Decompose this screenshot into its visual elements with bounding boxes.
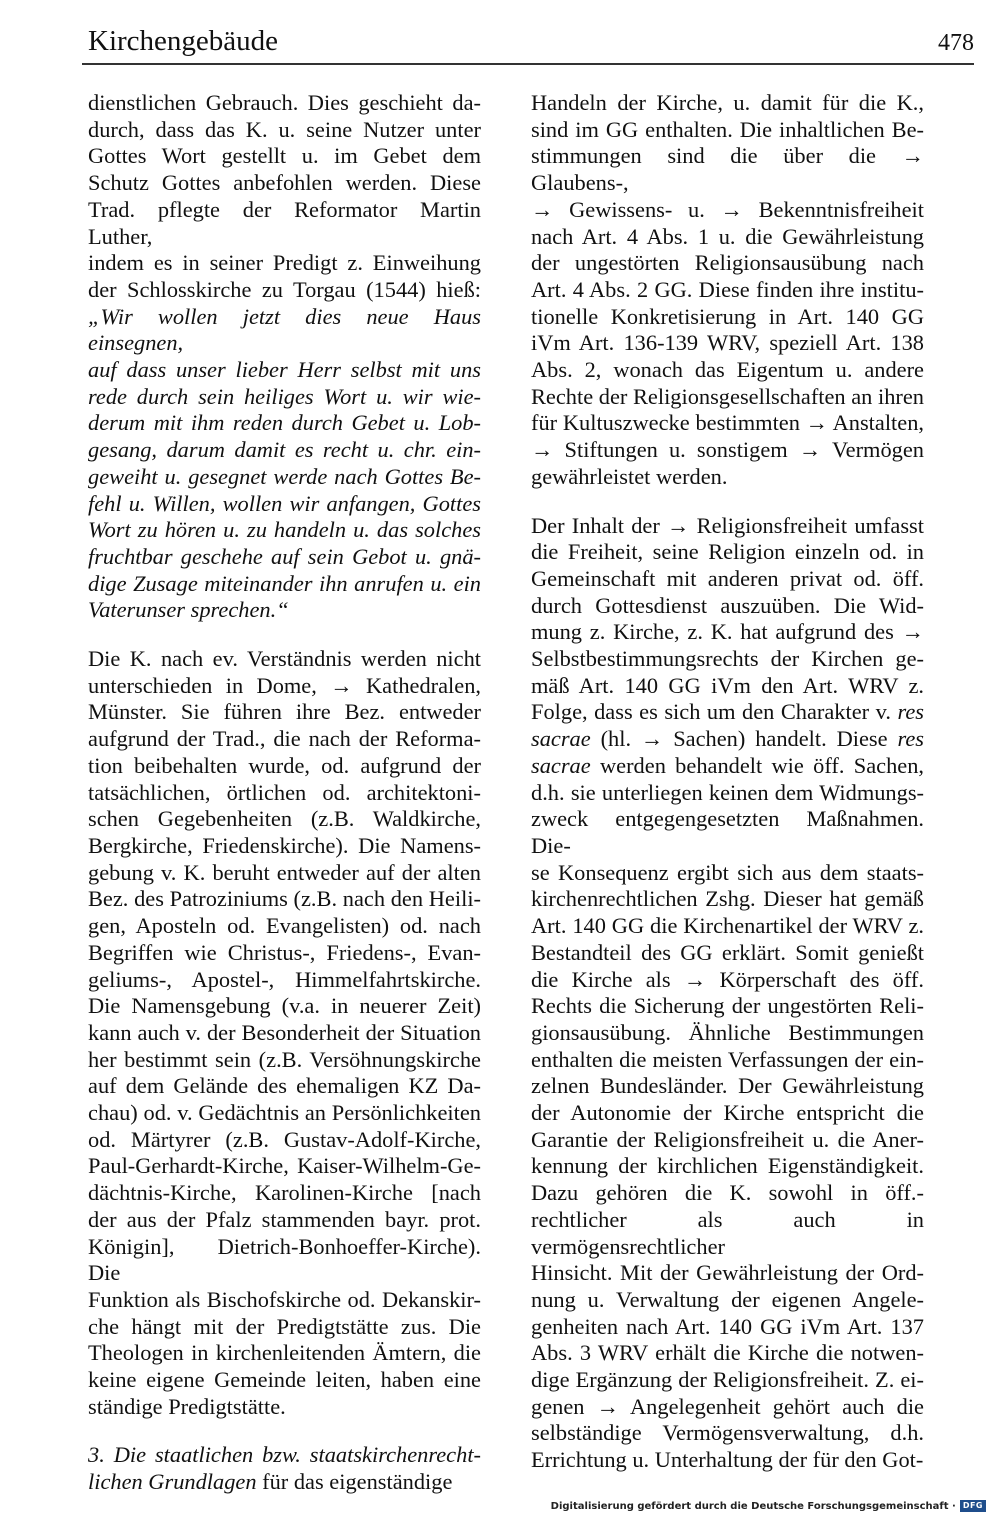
text-line: Garantie der Religionsfreiheit u. die Aner- xyxy=(531,1126,924,1152)
text-line: Gottes Wort gestellt u. im Gebet dem xyxy=(88,143,481,169)
text-line: her bestimmt sein (z.B. Versöhnungskirche xyxy=(88,1046,481,1072)
text-line: tion beibehalten wurde, od. aufgrund der xyxy=(88,752,481,778)
text-line: Art. 140 GG die Kirchenartikel der WRV z. xyxy=(531,913,924,939)
text-line: durch, dass das K. u. seine Nutzer unter xyxy=(88,116,481,142)
page-header xyxy=(82,22,974,62)
text-line: kann auch v. der Besonderheit der Situation xyxy=(88,1019,481,1045)
text-line: chau) od. v. Gedächtnis an Persönlichkeiten xyxy=(88,1100,481,1126)
text-line: se Konsequenz ergibt sich aus dem staats- xyxy=(531,859,924,885)
paragraph xyxy=(88,90,481,624)
text-line: od. Märtyrer (z.B. Gustav-Adolf-Kirche, xyxy=(88,1126,481,1152)
text-line: dächtnis-Kirche, Karolinen-Kirche [nach xyxy=(88,1180,481,1206)
text-line: dienstlichen Gebrauch. Dies geschieht da- xyxy=(88,90,481,115)
text-line: iVm Art. 136-139 WRV, speziell Art. 138 xyxy=(531,330,924,356)
page-number: 478 xyxy=(938,30,974,56)
text-line: Theologen in kirchenleitenden Ämtern, die xyxy=(88,1340,481,1366)
text-line: genen → Angelegenheit gehört auch die xyxy=(531,1393,924,1419)
running-head: Kirchengebäude xyxy=(88,25,279,57)
text-line: indem es in seiner Predigt z. Einweihung xyxy=(88,250,481,276)
text-line: ständige Predigtstätte. xyxy=(88,1393,286,1419)
text-line: tionelle Konkretisierung in Art. 140 GG xyxy=(531,303,924,329)
text-line: lichen Grundlagen für das eigenständige xyxy=(88,1469,453,1495)
text-line: enthalten die meisten Verfassungen der ein- xyxy=(531,1046,924,1072)
dfg-logo: DFG xyxy=(960,1500,986,1512)
text-line: keine eigene Gemeinde leiten, haben eine xyxy=(88,1367,481,1393)
text-line: sacrae (hl. → Sachen) handelt. Diese res xyxy=(531,726,924,752)
text-line: geweiht u. gesegnet werde nach Gottes Be- xyxy=(88,463,481,489)
text-line: Schutz Gottes anbefohlen werden. Diese xyxy=(88,170,481,196)
text-line: fruchtbar geschehe auf sein Gebot u. gnä- xyxy=(88,543,481,569)
text-line: „Wir wollen jetzt dies neue Haus einsegnen, xyxy=(88,303,481,356)
right-column xyxy=(531,90,924,1474)
text-line: sacrae werden behandelt wie öff. Sachen, xyxy=(531,752,924,778)
left-column xyxy=(88,90,481,1496)
header-rule xyxy=(82,63,974,65)
text-line: gionsausübung. Ähnliche Bestimmungen xyxy=(531,1019,924,1045)
text-line: Bergkirche, Friedenskirche). Die Namens- xyxy=(88,832,481,858)
text-line: → Gewissens- u. → Bekenntnisfreiheit xyxy=(531,196,924,222)
text-line: Art. 4 Abs. 2 GG. Diese finden ihre institu- xyxy=(531,276,924,302)
text-line: durch Gottesdienst auszuüben. Die Wid- xyxy=(531,592,924,618)
text-line: Gemeinschaft mit anderen privat od. öff. xyxy=(531,565,924,591)
text-line: die Freiheit, seine Religion einzeln od. in xyxy=(531,539,924,565)
text-line: Trad. pflegte der Reformator Martin Luther, xyxy=(88,196,481,249)
text-line: Rechts die Sicherung der ungestörten Reli- xyxy=(531,993,924,1019)
text-line: Münster. Sie führen ihre Bez. entweder xyxy=(88,699,481,725)
text-line: Folge, dass es sich um den Charakter v. res xyxy=(531,699,924,725)
text-line: che hängt mit der Predigtstätte zus. Die xyxy=(88,1313,481,1339)
text-line: Königin], Dietrich-Bonhoeffer-Kirche). Die xyxy=(88,1233,481,1286)
text-line: genheiten nach Art. 140 GG iVm Art. 137 xyxy=(531,1313,924,1339)
text-line: für Kultuszwecke bestimmten → Anstalten, xyxy=(531,410,924,436)
text-line: Der Inhalt der → Religionsfreiheit umfasst xyxy=(531,512,924,538)
text-line: Bestandteil des GG erklärt. Somit genießt xyxy=(531,939,924,965)
text-line: Rechte der Religionsgesellschaften an ihren xyxy=(531,383,924,409)
text-line: der ungestörten Religionsausübung nach xyxy=(531,250,924,276)
text-line: selbständige Vermögensverwaltung, d.h. xyxy=(531,1420,924,1446)
text-line: kennung der kirchlichen Eigenständigkeit. xyxy=(531,1153,924,1179)
text-line: kirchenrechtlichen Zshg. Dieser hat gemäß xyxy=(531,886,924,912)
text-line: dige Ergänzung der Religionsfreiheit. Z. ei- xyxy=(531,1367,924,1393)
paragraph xyxy=(531,90,924,491)
text-line: fehl u. Willen, wollen wir anfangen, Gottes xyxy=(88,490,481,516)
text-line: Funktion als Bischofskirche od. Dekanskir- xyxy=(88,1286,481,1312)
text-line: Vaterunser sprechen.“ xyxy=(88,597,289,623)
text-line: stimmungen sind die über die → Glaubens-, xyxy=(531,143,924,196)
text-line: Wort zu hören u. zu handeln u. das solches xyxy=(88,517,481,543)
text-line: unterschieden in Dome, → Kathedralen, xyxy=(88,672,481,698)
text-line: mäß Art. 140 GG iVm den Art. WRV z. xyxy=(531,672,924,698)
text-line: Bez. des Patroziniums (z.B. nach den Heili- xyxy=(88,886,481,912)
text-line: 3. Die staatlichen bzw. staatskirchenrecht- xyxy=(88,1442,481,1468)
paragraph xyxy=(88,646,481,1420)
paragraph xyxy=(88,1442,481,1495)
text-line: Abs. 3 WRV erhält die Kirche die notwen- xyxy=(531,1340,924,1366)
text-line: auf dem Gelände des ehemaligen KZ Da- xyxy=(88,1073,481,1099)
text-line: rede durch sein heiliges Wort u. wir wie- xyxy=(88,383,481,409)
text-line: Hinsicht. Mit der Gewährleistung der Ord- xyxy=(531,1260,924,1286)
text-line: gebung v. K. beruht entweder auf der alten xyxy=(88,859,481,885)
credit-text: Digitalisierung gefördert durch die Deutsche Forschungsgemeinschaft · xyxy=(550,1500,956,1512)
text-line: mung z. Kirche, z. K. hat aufgrund des → xyxy=(531,619,924,645)
text-line: die Kirche als → Körperschaft des öff. xyxy=(531,966,924,992)
text-line: Die K. nach ev. Verständnis werden nicht xyxy=(88,646,481,672)
text-line: der Schlosskirche zu Torgau (1544) hieß: xyxy=(88,276,481,302)
text-line: Abs. 2, wonach das Eigentum u. andere xyxy=(531,357,924,383)
text-line: der aus der Pfalz stammenden bayr. prot. xyxy=(88,1206,481,1232)
text-line: auf dass unser lieber Herr selbst mit uns xyxy=(88,357,481,383)
text-line: aufgrund der Trad., die nach der Reforma- xyxy=(88,726,481,752)
text-line: Begriffen wie Christus-, Friedens-, Evan- xyxy=(88,939,481,965)
text-line: sind im GG enthalten. Die inhaltlichen Be- xyxy=(531,116,924,142)
text-line: Selbstbestimmungsrechts der Kirchen ge- xyxy=(531,646,924,672)
text-line: der Autonomie der Kirche entspricht die xyxy=(531,1100,924,1126)
text-line: derum mit ihm reden durch Gebet u. Lob- xyxy=(88,410,481,436)
text-line: → Stiftungen u. sonstigem → Vermögen xyxy=(531,437,924,463)
text-line: nung u. Verwaltung der eigenen Angele- xyxy=(531,1286,924,1312)
text-line: Handeln der Kirche, u. damit für die K., xyxy=(531,90,924,115)
paragraph xyxy=(531,513,924,1474)
text-line: rechtlicher als auch in vermögensrechtlicher xyxy=(531,1206,924,1259)
text-line: gesang, darum damit es recht u. chr. ein- xyxy=(88,437,481,463)
text-line: Dazu gehören die K. sowohl in öff.- xyxy=(531,1180,924,1206)
text-line: schen Gegebenheiten (z.B. Waldkirche, xyxy=(88,806,481,832)
text-line: geliums-, Apostel-, Himmelfahrtskirche. xyxy=(88,966,481,992)
text-line: zweck entgegengesetzten Maßnahmen. Die- xyxy=(531,806,924,858)
text-line: zelnen Bundesländer. Der Gewährleistung xyxy=(531,1073,924,1099)
text-line: tatsächlichen, örtlichen od. architektoni- xyxy=(88,779,481,805)
text-line: dige Zusage miteinander ihn anrufen u. ein xyxy=(88,570,481,596)
text-line: Paul-Gerhardt-Kirche, Kaiser-Wilhelm-Ge- xyxy=(88,1153,481,1179)
digitization-credit xyxy=(551,1500,986,1512)
text-line: gewährleistet werden. xyxy=(531,463,728,489)
text-line: nach Art. 4 Abs. 1 u. die Gewährleistung xyxy=(531,223,924,249)
text-line: gen, Aposteln od. Evangelisten) od. nach xyxy=(88,913,481,939)
text-line: Errichtung u. Unterhaltung der für den Got- xyxy=(531,1447,924,1473)
text-line: Die Namensgebung (v.a. in neuerer Zeit) xyxy=(88,993,481,1019)
text-line: d.h. sie unterliegen keinen dem Widmungs- xyxy=(531,779,924,805)
